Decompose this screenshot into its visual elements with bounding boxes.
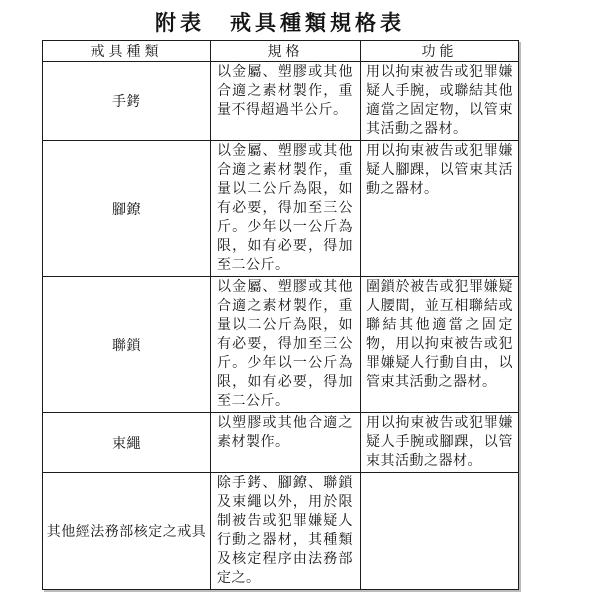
table-row: [43, 62, 519, 141]
cell-type: 束繩: [43, 413, 211, 473]
table-row: [43, 413, 519, 473]
cell-spec: 以金屬、塑膠或其他合適之素材製作，重量不得超過半公斤。: [211, 62, 361, 141]
table-row: [43, 141, 519, 277]
cell-func: 用以拘束被告或犯罪嫌疑人手腕，或聯結其他適當之固定物，以管束其活動之器材。: [361, 62, 519, 141]
cell-type: 其他經法務部核定之戒具: [43, 473, 211, 590]
cell-type: 聯鎖: [43, 277, 211, 413]
cell-func: 圍鎖於被告或犯罪嫌疑人腰間，並互相聯結或聯結其他適當之固定物，用以拘束被告或犯罪嫌疑人行動自由，以管束其活動之器材。: [361, 277, 519, 413]
cell-spec: 除手銬、腳鐐、聯鎖及束繩以外，用於限制被告或犯罪嫌疑人行動之器材，其種類及核定程序由法務部定之。: [211, 473, 361, 590]
cell-type: 腳鐐: [43, 141, 211, 277]
table-header-row: [43, 41, 519, 62]
restraint-spec-table: [42, 40, 519, 590]
header-cell-func: 功能: [361, 41, 519, 62]
cell-func: [361, 473, 519, 590]
cell-spec: 以塑膠或其他合適之素材製作。: [211, 413, 361, 473]
cell-func: 用以拘束被告或犯罪嫌疑人手腕或腳踝，以管束其活動之器材。: [361, 413, 519, 473]
table-row: [43, 473, 519, 590]
header-cell-type: 戒具種類: [43, 41, 211, 62]
table-row: [43, 277, 519, 413]
cell-spec: 以金屬、塑膠或其他合適之素材製作，重量以二公斤為限，如有必要，得加至三公斤。少年以一公斤為限，如有必要，得加至二公斤。: [211, 277, 361, 413]
header-cell-spec: 規格: [211, 41, 361, 62]
page-title: 附表 戒具種類規格表: [155, 10, 405, 35]
cell-type: 手銬: [43, 62, 211, 141]
cell-spec: 以金屬、塑膠或其他合適之素材製作，重量以二公斤為限，如有必要，得加至三公斤。少年以一公斤為限，如有必要，得加至二公斤。: [211, 141, 361, 277]
cell-func: 用以拘束被告或犯罪嫌疑人腳踝，以管束其活動之器材。: [361, 141, 519, 277]
